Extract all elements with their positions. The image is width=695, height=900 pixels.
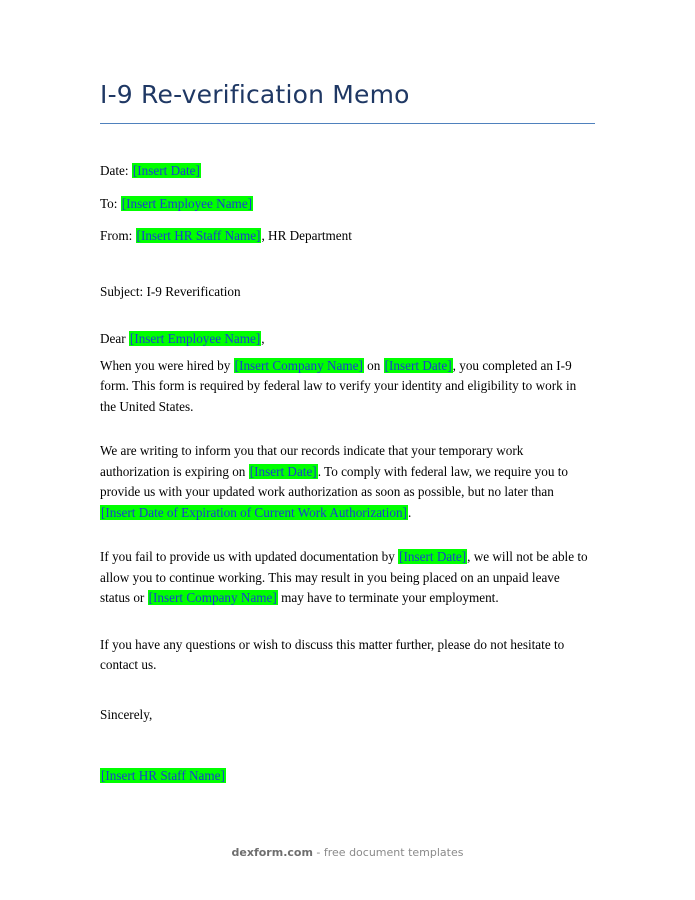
page-title: I-9 Re-verification Memo [100, 80, 410, 109]
p3-date-placeholder[interactable]: [Insert Date] [399, 549, 467, 565]
spacer [100, 349, 592, 356]
salutation-suffix: , [261, 330, 265, 346]
p1-part3: , you completed an I-9 form. This form is required by federal law to verify your identity and eligibility to work in the United States. [100, 358, 577, 414]
p3-part3: may have to terminate your employment. [277, 590, 499, 606]
footer [0, 846, 695, 859]
signature-line [100, 766, 592, 786]
spacer [100, 726, 592, 766]
paragraph-contact: If you have any questions or wish to discuss this matter further, please do not hesitate to contact us. [100, 636, 565, 672]
p3-part1: If you fail to provide us with updated documentation by [100, 549, 399, 565]
p2-expiration-placeholder[interactable]: [Insert Date of Expiration of Current Work Authorization] [101, 504, 407, 520]
date-label: Date: [100, 163, 132, 178]
p1-company-placeholder[interactable]: [Insert Company Name] [234, 358, 363, 374]
p2-date-placeholder[interactable]: [Insert Date] [249, 463, 317, 479]
spacer [100, 215, 592, 225]
spacer [100, 675, 592, 705]
footer-text: - free document templates [312, 846, 464, 859]
document-body [100, 160, 592, 786]
p1-date-placeholder[interactable]: [Insert Date] [384, 358, 452, 374]
paragraph-hire-info [100, 356, 592, 417]
p1-part2: on [363, 358, 384, 374]
from-suffix: , HR Department [261, 228, 352, 244]
paragraph-consequences [100, 547, 592, 608]
spacer [100, 609, 592, 635]
date-line [100, 160, 592, 183]
date-placeholder[interactable]: [Insert Date] [132, 163, 200, 178]
p2-part2: . To comply with federal law, we require you to provide us with your updated work authorization as soon as possible, but no later than [100, 463, 568, 500]
spacer [100, 417, 592, 441]
from-label: From: [100, 228, 136, 244]
spacer [100, 248, 592, 282]
p2-part3: . [407, 504, 412, 520]
from-placeholder[interactable]: [Insert HR Staff Name] [136, 228, 261, 244]
signature-placeholder[interactable]: [Insert HR Staff Name] [101, 767, 225, 783]
footer-brand[interactable]: dexform.com [231, 846, 313, 859]
salutation [100, 329, 592, 349]
spacer [100, 183, 592, 193]
salutation-prefix: Dear [100, 330, 129, 346]
p2-part1: We are writing to inform you that our records indicate that your temporary work authorization is expiring on [100, 443, 524, 479]
from-line [100, 225, 592, 248]
spacer [100, 523, 592, 547]
spacer [100, 303, 592, 329]
subject-line: Subject: I-9 Reverification [100, 284, 241, 300]
title-divider [100, 123, 595, 124]
salutation-name-placeholder[interactable]: [Insert Employee Name] [129, 330, 261, 346]
p1-part1: When you were hired by [100, 358, 234, 374]
to-placeholder[interactable]: [Insert Employee Name] [121, 195, 253, 211]
p3-company-placeholder[interactable]: [Insert Company Name] [148, 590, 277, 606]
paragraph-expiration-notice [100, 441, 592, 523]
to-label: To: [100, 195, 121, 211]
p3-part2: , we will not be able to allow you to continue working. This may result in you being placed on an unpaid leave status or [100, 549, 588, 606]
closing: Sincerely, [100, 707, 153, 723]
to-line [100, 193, 592, 216]
